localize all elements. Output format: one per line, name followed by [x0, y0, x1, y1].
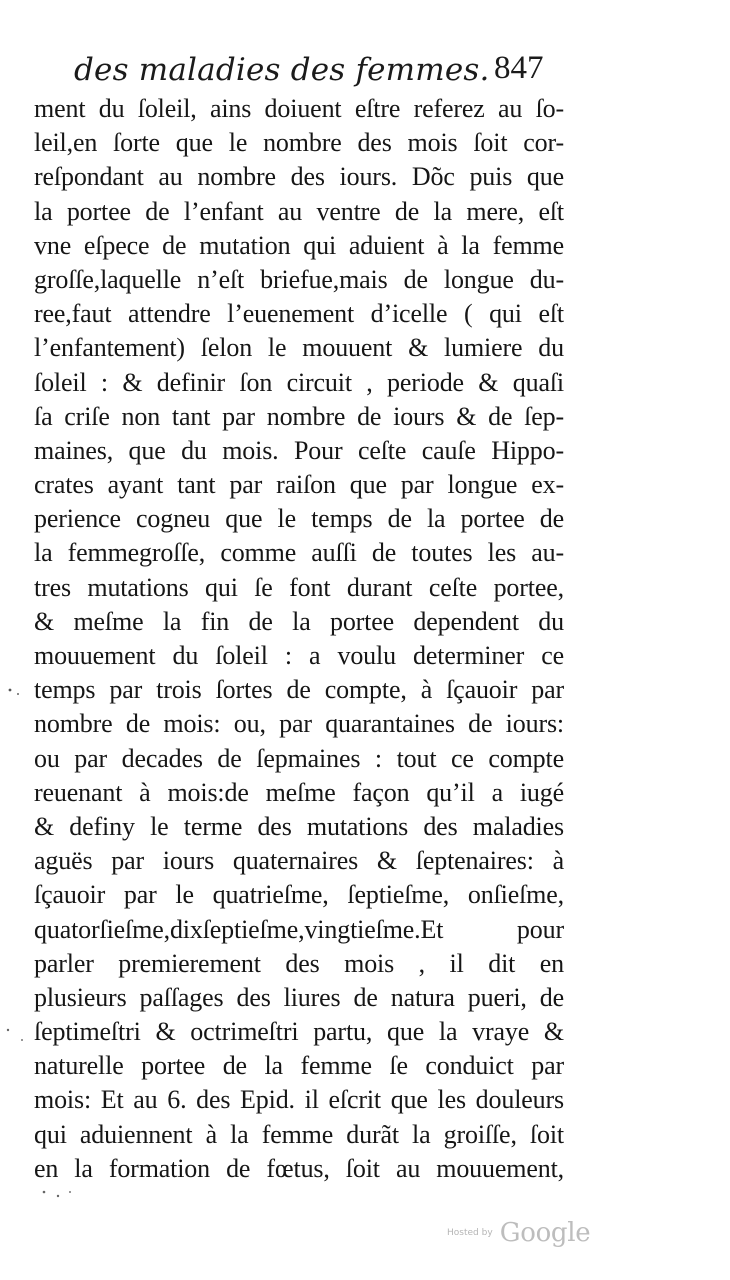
text-line: ſçauoir par le quatrieſme, ſeptieſme, onſieſme, — [34, 880, 564, 910]
text-line: temps par trois ſortes de compte, à ſçauoir par — [34, 675, 564, 705]
text-line: ſoleil : & definir ſon circuit , periode & quaſi — [34, 367, 564, 397]
text-line: perience cogneu que le temps de la portee de — [34, 504, 564, 534]
text-line: la portee de l’enfant au ventre de la mere, eſt — [34, 196, 564, 226]
text-line: ſa criſe non tant par nombre de iours & de ſep- — [34, 401, 564, 431]
text-line: tres mutations qui ſe font durant ceſte portee, — [34, 572, 564, 602]
text-line: ou par decades de ſepmaines : tout ce compte — [34, 743, 564, 773]
text-line: en la formation de fœtus, ſoit au mouuement, — [34, 1153, 564, 1183]
text-line: ſeptimeſtri & octrimeſtri partu, que la vraye & — [34, 1017, 564, 1047]
text-line: vne eſpece de mutation qui aduient à la femme — [34, 230, 564, 260]
text-line: ment du ſoleil, ains doiuent eſtre referez au ſo- — [34, 94, 564, 123]
text-line: nombre de mois: ou, par quarantaines de iours: — [34, 709, 564, 739]
page-number: 847 — [494, 50, 544, 86]
text-line: maines, que du mois. Pour ceſte cauſe Hippo- — [34, 435, 564, 465]
text-line: leil,en ſorte que le nombre des mois ſoit cor- — [34, 128, 564, 158]
text-line: & definy le terme des mutations des maladies — [34, 811, 564, 841]
text-line: reſpondant au nombre des iours. Dõc puis que — [34, 162, 564, 192]
text-line: mouuement du ſoleil : a voulu determiner ce — [34, 641, 564, 670]
text-line: parler premierement des mois , il dit en — [34, 948, 564, 978]
running-head: des maladies des femmes. — [74, 52, 490, 88]
text-line: naturelle portee de la femme ſe conduict par — [34, 1051, 564, 1081]
text-line: plusieurs paſſages des liures de natura pueri, de — [34, 982, 564, 1012]
text-line: crates ayant tant par raiſon que par longue ex- — [34, 470, 564, 500]
page-header — [74, 52, 574, 96]
text-line: ree,faut attendre l’euenement d’icelle ( qui eſt — [34, 299, 564, 329]
hosted-by-google-watermark — [447, 1218, 590, 1248]
text-line: aguës par iours quaternaires & ſeptenaires: à — [34, 846, 564, 876]
hosted-by-label: Hosted by — [447, 1228, 493, 1238]
text-line: l’enfantement) ſelon le mouuent & lumiere du — [34, 333, 564, 363]
text-line: & meſme la fin de la portee dependent du — [34, 606, 564, 636]
text-line: mois: Et au 6. des Epid. il eſcrit que les douleurs — [34, 1085, 564, 1115]
google-logo: Google — [499, 1218, 591, 1248]
text-line: reuenant à mois:de meſme façon qu’il a iugé — [34, 777, 564, 807]
text-line: la femmegroſſe, comme auſſi de toutes les au- — [34, 538, 564, 568]
text-line: qui aduiennent à la femme durãt la groiſſe, ſoit — [34, 1119, 564, 1149]
body-text — [34, 92, 594, 1186]
text-line: quatorſieſme,dixſeptieſme,vingtieſme.Et pour — [34, 914, 564, 944]
text-line: groſſe,laquelle n’eſt briefue,mais de longue du- — [34, 264, 564, 294]
